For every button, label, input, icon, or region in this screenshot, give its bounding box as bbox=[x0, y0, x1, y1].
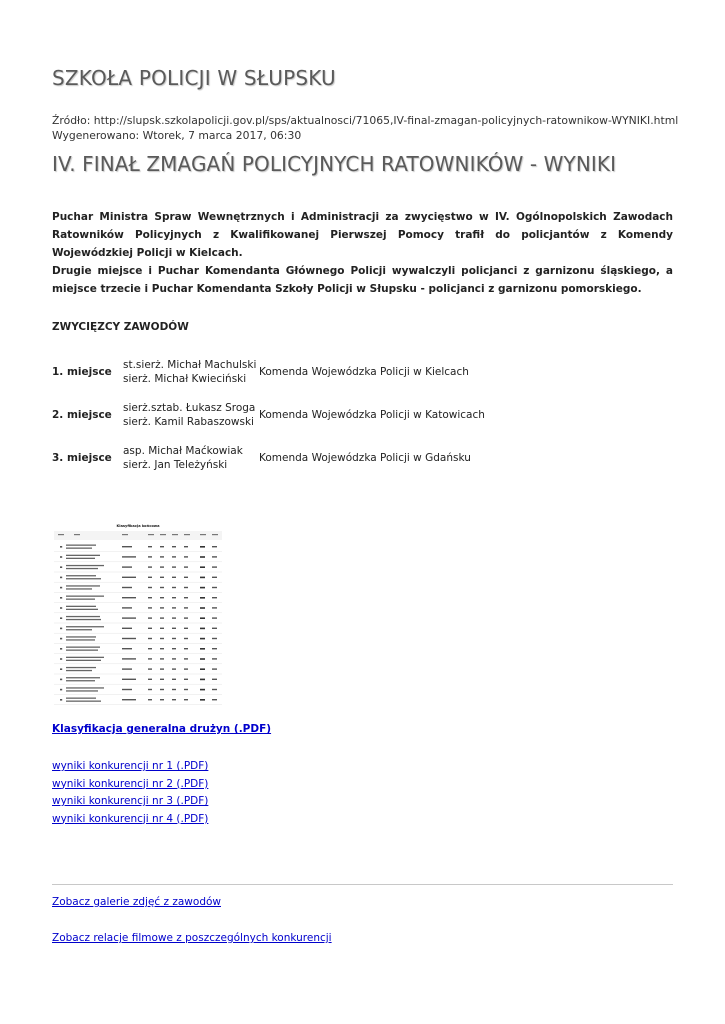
thumbnail-score-mark bbox=[172, 556, 176, 557]
place-cell: 2. miejsce bbox=[52, 408, 112, 421]
thumbnail-name-mark bbox=[66, 667, 96, 668]
thumbnail-score-mark bbox=[160, 607, 164, 608]
thumbnail-score-mark bbox=[148, 638, 152, 639]
thumbnail-total-mark bbox=[200, 658, 205, 660]
thumbnail-total-mark bbox=[200, 556, 205, 558]
place-cell: 3. miejsce bbox=[52, 451, 112, 464]
thumbnail-name-mark bbox=[66, 578, 101, 579]
thumbnail-score-mark bbox=[172, 628, 176, 629]
thumbnail-name-mark bbox=[66, 629, 92, 630]
thumbnail-score-mark bbox=[172, 689, 176, 690]
thumbnail-score-mark bbox=[172, 546, 176, 547]
thumbnail-score-mark bbox=[172, 668, 176, 669]
unit-cell: Komenda Wojewódzka Policji w Katowicach bbox=[259, 408, 485, 421]
thumbnail-score-mark bbox=[160, 699, 164, 700]
thumbnail-time-mark bbox=[212, 699, 217, 700]
thumbnail-score-mark bbox=[148, 679, 152, 680]
thumbnail-score-mark bbox=[160, 628, 164, 629]
thumbnail-time-mark bbox=[212, 577, 217, 578]
classification-pdf-link[interactable]: Klasyfikacja generalna drużyn (.PDF) bbox=[52, 723, 272, 735]
list-item bbox=[52, 758, 208, 776]
thumbnail-name-mark bbox=[66, 548, 92, 549]
thumbnail-score-mark bbox=[148, 628, 152, 629]
thumbnail-total-mark bbox=[200, 648, 205, 650]
thumbnail-header-band bbox=[54, 531, 222, 540]
generated-line: Wygenerowano: Wtorek, 7 marca 2017, 06:30 bbox=[52, 129, 302, 142]
thumbnail-header-mark bbox=[212, 534, 218, 535]
results-pdf-list bbox=[52, 758, 208, 828]
thumbnail-time-mark bbox=[212, 546, 217, 547]
thumbnail-header-mark bbox=[58, 534, 64, 535]
thumbnail-score-mark bbox=[184, 577, 188, 578]
table-row bbox=[52, 393, 485, 436]
thumbnail-score-mark bbox=[184, 617, 188, 618]
thumbnail-time-mark bbox=[212, 658, 217, 659]
article-title: IV. FINAŁ ZMAGAŃ POLICYJNYCH RATOWNIKÓW - WYNIKI bbox=[52, 152, 617, 176]
thumbnail-unit-mark bbox=[122, 556, 136, 557]
thumbnail-unit-mark bbox=[122, 638, 136, 639]
thumbnail-score-mark bbox=[148, 648, 152, 649]
winners-table bbox=[52, 350, 485, 479]
thumbnail-unit-mark bbox=[122, 689, 132, 690]
thumbnail-total-mark bbox=[200, 607, 205, 609]
thumbnail-score-mark bbox=[172, 607, 176, 608]
thumbnail-score-mark bbox=[184, 699, 188, 700]
thumbnail-rank-mark bbox=[60, 658, 62, 660]
winner-name: st.sierż. Michał Machulski bbox=[123, 358, 257, 371]
thumbnail-unit-mark bbox=[122, 699, 136, 700]
lead-paragraph-2: Drugie miejsce i Puchar Komendanta Głównego Policji wywalczyli policjanci z garnizonu śląskiego, a miejsce trzecie i Puchar Komendanta Szkoły Policji w Słupsku - policjanci z garnizonu pomorskiego. bbox=[52, 265, 673, 295]
thumbnail-score-mark bbox=[160, 597, 164, 598]
thumbnail-score-mark bbox=[184, 556, 188, 557]
winner-name: sierż.sztab. Łukasz Sroga bbox=[123, 401, 256, 414]
thumbnail-header-mark bbox=[148, 534, 154, 535]
thumbnail-score-mark bbox=[148, 668, 152, 669]
thumbnail-score-mark bbox=[184, 648, 188, 649]
thumbnail-score-mark bbox=[160, 679, 164, 680]
thumbnail-name-mark bbox=[66, 650, 98, 651]
thumbnail-rank-mark bbox=[60, 556, 62, 558]
thumbnail-time-mark bbox=[212, 607, 217, 608]
thumbnail-score-mark bbox=[184, 689, 188, 690]
thumbnail-score-mark bbox=[148, 607, 152, 608]
thumbnail-unit-mark bbox=[122, 607, 132, 608]
thumbnail-rank-mark bbox=[60, 648, 62, 650]
thumbnail-unit-mark bbox=[122, 658, 136, 659]
thumbnail-rows bbox=[54, 531, 222, 705]
thumbnail-total-mark bbox=[200, 668, 205, 670]
gallery-link[interactable]: Zobacz galerie zdjęć z zawodów bbox=[52, 896, 221, 908]
thumbnail-name-mark bbox=[66, 660, 101, 661]
thumbnail-score-mark bbox=[172, 597, 176, 598]
list-item bbox=[52, 811, 208, 829]
thumbnail-rank-mark bbox=[60, 617, 62, 619]
thumbnail-time-mark bbox=[212, 566, 217, 567]
thumbnail-score-mark bbox=[148, 699, 152, 700]
thumbnail-score-mark bbox=[148, 566, 152, 567]
thumbnail-score-mark bbox=[172, 699, 176, 700]
thumbnail-name-mark bbox=[66, 687, 104, 688]
table-row bbox=[52, 350, 485, 393]
thumbnail-rank-mark bbox=[60, 587, 62, 589]
winner-name: sierż. Michał Kwieciński bbox=[123, 372, 247, 385]
winner-name: sierż. Kamil Rabaszowski bbox=[123, 415, 254, 428]
thumbnail-name-mark bbox=[66, 599, 95, 600]
winner-name: sierż. Jan Teleżyński bbox=[123, 458, 228, 471]
thumbnail-total-mark bbox=[200, 597, 205, 599]
thumbnail-unit-mark bbox=[122, 617, 136, 618]
thumbnail-total-mark bbox=[200, 617, 205, 619]
thumbnail-score-mark bbox=[160, 617, 164, 618]
source-line: Źródło: http://slupsk.szkolapolicji.gov.pl/sps/aktualnosci/71065,IV-final-zmagan-policyjnych-ratownikow-WYNIKI.html bbox=[52, 114, 679, 127]
thumbnail-unit-mark bbox=[122, 628, 132, 629]
list-item bbox=[52, 776, 208, 794]
lead-paragraph-1: Puchar Ministra Spraw Wewnętrznych i Administracji za zwycięstwo w IV. Ogólnopolskich Zawodach Ratowników Policyjnych z Kwalifikowanej Pierwszej Pomocy trafił do policjantów z Komendy Wojewódzkiej Policji w Kielcach. bbox=[52, 211, 673, 259]
thumbnail-name-mark bbox=[66, 575, 96, 576]
thumbnail-total-mark bbox=[200, 628, 205, 630]
thumbnail-time-mark bbox=[212, 628, 217, 629]
thumbnail-score-mark bbox=[172, 638, 176, 639]
thumbnail-header-mark bbox=[184, 534, 190, 535]
thumbnail-total-mark bbox=[200, 566, 205, 568]
thumbnail-time-mark bbox=[212, 587, 217, 588]
thumbnail-score-mark bbox=[184, 638, 188, 639]
thumbnail-name-mark bbox=[66, 657, 104, 658]
thumbnail-score-mark bbox=[184, 658, 188, 659]
thumbnail-time-mark bbox=[212, 689, 217, 690]
thumbnail-rank-mark bbox=[60, 566, 62, 568]
thumbnail-time-mark bbox=[212, 597, 217, 598]
thumbnail-header-mark bbox=[122, 534, 128, 535]
thumbnail-name-mark bbox=[66, 585, 100, 586]
article-lead bbox=[52, 208, 673, 298]
thumbnail-header-mark bbox=[160, 534, 166, 535]
thumbnail-name-mark bbox=[66, 609, 98, 610]
thumbnail-name-mark bbox=[66, 677, 100, 678]
thumbnail-time-mark bbox=[212, 638, 217, 639]
results-pdf-link-2[interactable]: wyniki konkurencji nr 2 (.PDF) bbox=[52, 777, 209, 790]
thumbnail-unit-mark bbox=[122, 648, 132, 649]
thumbnail-unit-mark bbox=[122, 587, 132, 588]
thumbnail-name-mark bbox=[66, 596, 104, 597]
thumbnail-unit-mark bbox=[122, 668, 132, 669]
thumbnail-score-mark bbox=[160, 566, 164, 567]
thumbnail-name-mark bbox=[66, 606, 96, 607]
thumbnail-score-mark bbox=[184, 587, 188, 588]
thumbnail-name-mark bbox=[66, 680, 95, 681]
thumbnail-name-mark bbox=[66, 545, 96, 546]
thumbnail-score-mark bbox=[172, 577, 176, 578]
names-cell bbox=[123, 350, 259, 393]
thumbnail-time-mark bbox=[212, 648, 217, 649]
thumbnail-score-mark bbox=[160, 668, 164, 669]
thumbnail-score-mark bbox=[148, 597, 152, 598]
thumbnail-unit-mark bbox=[122, 546, 132, 547]
thumbnail-score-mark bbox=[160, 658, 164, 659]
thumbnail-time-mark bbox=[212, 556, 217, 557]
thumbnail-time-mark bbox=[212, 617, 217, 618]
thumbnail-score-mark bbox=[160, 546, 164, 547]
thumbnail-score-mark bbox=[184, 668, 188, 669]
thumbnail-name-mark bbox=[66, 619, 101, 620]
thumbnail-total-mark bbox=[200, 689, 205, 691]
thumbnail-name-mark bbox=[66, 626, 104, 627]
names-cell bbox=[123, 436, 259, 479]
thumbnail-unit-mark bbox=[122, 566, 132, 567]
thumbnail-time-mark bbox=[212, 679, 217, 680]
thumbnail-score-mark bbox=[172, 617, 176, 618]
thumbnail-time-mark bbox=[212, 668, 217, 669]
thumbnail-unit-mark bbox=[122, 597, 136, 598]
results-pdf-link-3[interactable]: wyniki konkurencji nr 3 (.PDF) bbox=[52, 795, 209, 807]
winner-name: asp. Michał Maćkowiak bbox=[123, 444, 243, 457]
thumbnail-total-mark bbox=[200, 546, 205, 548]
thumbnail-name-mark bbox=[66, 558, 95, 559]
thumbnail-rank-mark bbox=[60, 699, 62, 701]
thumbnail-score-mark bbox=[184, 597, 188, 598]
results-pdf-link-4[interactable]: wyniki konkurencji nr 4 (.PDF) bbox=[52, 812, 209, 825]
thumbnail-score-mark bbox=[184, 628, 188, 629]
thumbnail-score-mark bbox=[160, 587, 164, 588]
thumbnail-rank-mark bbox=[60, 638, 62, 640]
thumbnail-title: Klasyfikacja końcowa bbox=[116, 524, 160, 528]
thumbnail-score-mark bbox=[184, 566, 188, 567]
thumbnail-name-mark bbox=[66, 555, 100, 556]
thumbnail-rank-mark bbox=[60, 668, 62, 670]
thumbnail-score-mark bbox=[172, 566, 176, 567]
thumbnail-unit-mark bbox=[122, 679, 136, 680]
thumbnail-score-mark bbox=[184, 679, 188, 680]
thumbnail-unit-mark bbox=[122, 577, 136, 578]
thumbnail-score-mark bbox=[148, 617, 152, 618]
thumbnail-score-mark bbox=[160, 577, 164, 578]
video-link[interactable]: Zobacz relacje filmowe z poszczególnych konkurencji bbox=[52, 932, 332, 944]
thumbnail-rank-mark bbox=[60, 597, 62, 599]
thumbnail-name-mark bbox=[66, 636, 96, 637]
site-title: SZKOŁA POLICJI W SŁUPSKU bbox=[52, 66, 336, 90]
thumbnail-rank-mark bbox=[60, 628, 62, 630]
thumbnail-score-mark bbox=[148, 658, 152, 659]
thumbnail-rank-mark bbox=[60, 546, 62, 548]
thumbnail-header-mark bbox=[200, 534, 206, 535]
unit-cell: Komenda Wojewódzka Policji w Kielcach bbox=[259, 365, 469, 378]
results-pdf-link-1[interactable]: wyniki konkurencji nr 1 (.PDF) bbox=[52, 760, 209, 772]
table-row bbox=[52, 436, 485, 479]
thumbnail-rank-mark bbox=[60, 689, 62, 691]
thumbnail-header-mark bbox=[74, 534, 80, 535]
thumbnail-name-mark bbox=[66, 565, 104, 566]
place-cell: 1. miejsce bbox=[52, 365, 112, 378]
list-item bbox=[52, 793, 208, 811]
thumbnail-total-mark bbox=[200, 679, 205, 681]
thumbnail-name-mark bbox=[66, 701, 101, 702]
thumbnail-name-mark bbox=[66, 568, 98, 569]
thumbnail-score-mark bbox=[148, 556, 152, 557]
thumbnail-name-mark bbox=[66, 690, 98, 691]
unit-cell: Komenda Wojewódzka Policji w Gdańsku bbox=[259, 451, 471, 464]
thumbnail-score-mark bbox=[172, 648, 176, 649]
thumbnail-total-mark bbox=[200, 577, 205, 579]
thumbnail-score-mark bbox=[148, 689, 152, 690]
classification-thumbnail[interactable] bbox=[52, 521, 224, 705]
thumbnail-name-mark bbox=[66, 588, 92, 589]
thumbnail-score-mark bbox=[160, 689, 164, 690]
thumbnail-name-mark bbox=[66, 647, 100, 648]
thumbnail-score-mark bbox=[172, 679, 176, 680]
thumbnail-score-mark bbox=[172, 658, 176, 659]
thumbnail-score-mark bbox=[184, 546, 188, 547]
thumbnail-name-mark bbox=[66, 616, 100, 617]
thumbnail-score-mark bbox=[148, 546, 152, 547]
thumbnail-total-mark bbox=[200, 587, 205, 589]
thumbnail-name-mark bbox=[66, 670, 92, 671]
thumbnail-rank-mark bbox=[60, 679, 62, 681]
thumbnail-name-mark bbox=[66, 698, 96, 699]
winners-heading: ZWYCIĘZCY ZAWODÓW bbox=[52, 321, 189, 333]
thumbnail-total-mark bbox=[200, 638, 205, 640]
thumbnail-rank-mark bbox=[60, 607, 62, 609]
thumbnail-score-mark bbox=[184, 607, 188, 608]
thumbnail-score-mark bbox=[172, 587, 176, 588]
thumbnail-total-mark bbox=[200, 699, 205, 701]
thumbnail-rank-mark bbox=[60, 577, 62, 579]
thumbnail-score-mark bbox=[160, 638, 164, 639]
document-meta bbox=[52, 113, 678, 143]
thumbnail-score-mark bbox=[148, 587, 152, 588]
names-cell bbox=[123, 393, 259, 436]
thumbnail-score-mark bbox=[160, 648, 164, 649]
thumbnail-name-mark bbox=[66, 639, 95, 640]
divider bbox=[52, 884, 673, 885]
classification-thumbnail-image bbox=[52, 521, 224, 705]
thumbnail-score-mark bbox=[148, 577, 152, 578]
thumbnail-header-mark bbox=[172, 534, 178, 535]
thumbnail-score-mark bbox=[160, 556, 164, 557]
